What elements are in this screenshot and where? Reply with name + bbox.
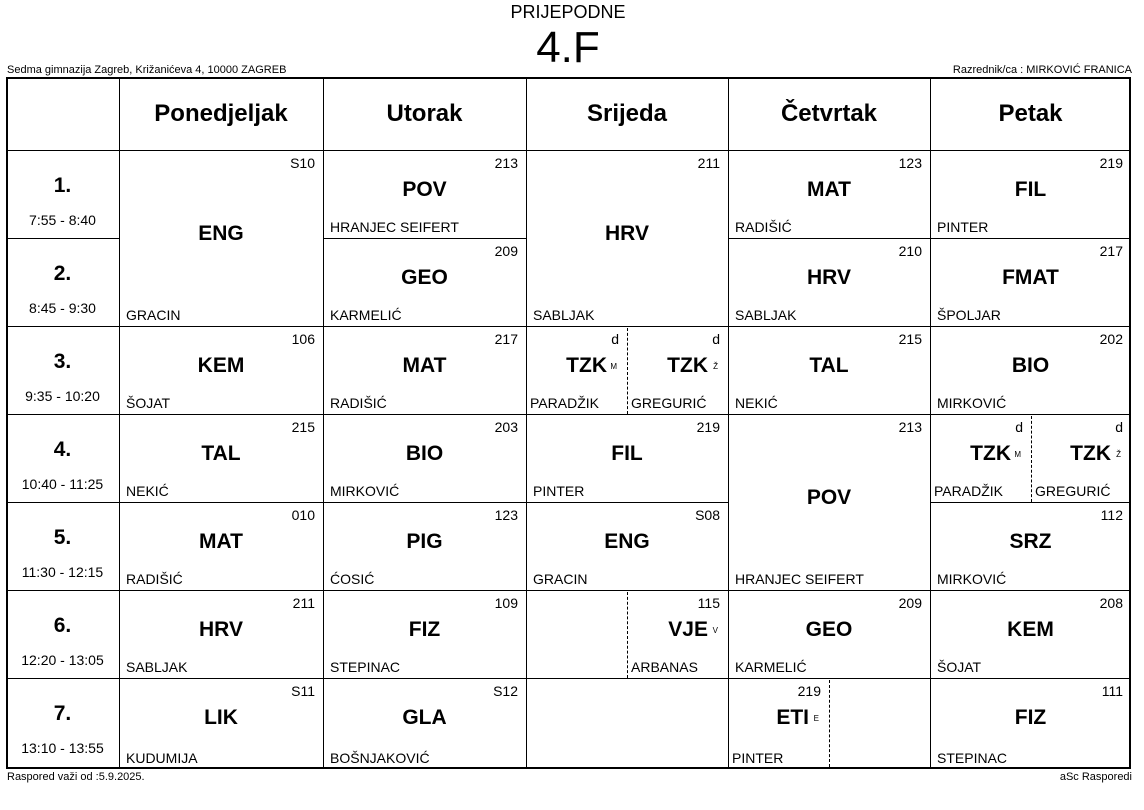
- day-header: Ponedjeljak: [154, 99, 288, 127]
- period-number: 3.: [53, 350, 72, 373]
- lesson-cell[interactable]: [728, 590, 930, 678]
- teacher-name: PARADŽIK: [934, 483, 1003, 499]
- lesson-cell[interactable]: [323, 414, 526, 502]
- room-number: 112: [1100, 507, 1123, 523]
- subject-label: FIL: [611, 442, 643, 465]
- lesson-cell[interactable]: [119, 502, 323, 590]
- grid-line: [728, 326, 930, 327]
- teacher-name: MIRKOVIĆ: [330, 483, 400, 499]
- room-number: d: [712, 331, 720, 347]
- grid-line: [119, 678, 323, 679]
- grid-line: [119, 502, 323, 503]
- room-number: 111: [1101, 683, 1123, 699]
- lesson-cell[interactable]: [526, 414, 728, 502]
- lesson-cell[interactable]: [119, 590, 323, 678]
- grid-line: [526, 414, 728, 415]
- teacher-name: KARMELIĆ: [330, 307, 402, 323]
- teacher-name: SABLJAK: [533, 307, 595, 323]
- grid-line: [6, 77, 1131, 79]
- grid-line: [6, 678, 119, 679]
- grid-line: [119, 77, 120, 769]
- subject-label: GEO: [805, 618, 853, 641]
- grid-line: [6, 77, 8, 769]
- day-header: Srijeda: [586, 99, 668, 127]
- lesson-cell[interactable]: [930, 590, 1131, 678]
- grid-line: [6, 326, 119, 327]
- room-number: 219: [1099, 155, 1123, 171]
- lesson-cell[interactable]: [930, 678, 1131, 769]
- group-marker: Ž: [713, 362, 718, 371]
- grid-line: [526, 77, 527, 769]
- subject-label: HRV: [605, 222, 649, 245]
- teacher-name: GRACIN: [126, 307, 181, 323]
- lesson-cell[interactable]: [323, 502, 526, 590]
- grid-line: [930, 238, 1131, 239]
- subject-label: ENG: [198, 222, 244, 245]
- subject-label: ENG: [604, 530, 650, 553]
- subject-label: TZK: [566, 354, 607, 377]
- grid-line: [526, 590, 728, 591]
- period-number: 1.: [53, 174, 72, 197]
- room-number: S08: [695, 507, 720, 523]
- room-number: 219: [696, 419, 720, 435]
- room-number: 213: [898, 419, 922, 435]
- teacher-name: ĆOSIĆ: [330, 571, 375, 587]
- room-number: 123: [494, 507, 518, 523]
- period-number: 2.: [53, 262, 72, 285]
- lesson-cell[interactable]: [119, 414, 323, 502]
- room-number: 203: [494, 419, 518, 435]
- subject-label: TZK: [667, 354, 708, 377]
- lesson-cell[interactable]: [323, 326, 526, 414]
- grid-line: [930, 326, 1131, 327]
- lesson-cell[interactable]: [728, 326, 930, 414]
- teacher-name: NEKIĆ: [735, 395, 778, 411]
- class-title: 4.F: [536, 23, 600, 72]
- subject-label: BIO: [1011, 354, 1050, 377]
- lesson-cell[interactable]: [728, 238, 930, 326]
- teacher-name: ŠOJAT: [937, 659, 982, 675]
- teacher-name: SABLJAK: [126, 659, 188, 675]
- room-number: 208: [1099, 595, 1123, 611]
- teacher-name: GREGURIĆ: [631, 395, 707, 411]
- grid-line: [728, 678, 930, 679]
- lesson-cell[interactable]: [119, 150, 323, 326]
- teacher-name: STEPINAC: [937, 750, 1008, 766]
- grid-line: [6, 590, 119, 591]
- teacher-name: RADIŠIĆ: [735, 219, 792, 235]
- lesson-cell[interactable]: [930, 326, 1131, 414]
- lesson-cell[interactable]: [930, 414, 1031, 502]
- lesson-cell[interactable]: [323, 590, 526, 678]
- grid-line: [728, 238, 930, 239]
- subject-label: TZK: [970, 442, 1011, 465]
- day-header: Utorak: [386, 99, 463, 127]
- subject-label: ETI: [776, 706, 809, 729]
- lesson-cell[interactable]: [1031, 414, 1131, 502]
- lesson-cell[interactable]: [930, 502, 1131, 590]
- group-marker: M: [610, 362, 617, 371]
- shift-label: PRIJEPODNE: [510, 2, 626, 22]
- grid-line: [323, 502, 526, 503]
- subject-label: MAT: [402, 354, 447, 377]
- grid-line: [323, 678, 526, 679]
- subject-label: MAT: [199, 530, 243, 553]
- split-divider: [829, 680, 830, 767]
- room-number: 115: [697, 595, 720, 611]
- room-number: 209: [898, 595, 922, 611]
- grid-line: [728, 77, 729, 769]
- lesson-cell[interactable]: [526, 326, 627, 414]
- period-time: 7:55 - 8:40: [29, 212, 96, 228]
- lesson-cell[interactable]: [930, 150, 1131, 238]
- room-number: 202: [1099, 331, 1123, 347]
- subject-label: TAL: [201, 442, 241, 465]
- room-number: 010: [291, 507, 315, 523]
- room-number: 109: [494, 595, 518, 611]
- lesson-cell[interactable]: [526, 150, 728, 326]
- subject-label: FIZ: [408, 618, 441, 641]
- room-number: 106: [291, 331, 315, 347]
- day-header: Petak: [998, 99, 1063, 127]
- teacher-name: HRANJEC SEIFERT: [735, 571, 864, 587]
- group-marker: M: [1014, 450, 1021, 459]
- subject-label: GEO: [401, 266, 448, 289]
- group-marker: Ž: [1116, 450, 1121, 459]
- grid-line: [119, 414, 323, 415]
- grid-line: [1129, 77, 1131, 769]
- room-number: 219: [797, 683, 821, 699]
- room-number: 210: [898, 243, 922, 259]
- period-time: 11:30 - 12:15: [21, 564, 104, 580]
- subject-label: POV: [806, 486, 852, 509]
- room-number: 215: [898, 331, 922, 347]
- grid-line: [526, 502, 728, 503]
- grid-line: [930, 678, 1131, 679]
- grid-line: [6, 414, 119, 415]
- room-number: 211: [697, 155, 720, 171]
- lesson-cell[interactable]: [627, 590, 728, 678]
- subject-label: PIG: [406, 530, 443, 553]
- lesson-cell[interactable]: [728, 150, 930, 238]
- grid-line: [323, 326, 526, 327]
- room-number: 209: [494, 243, 518, 259]
- room-number: S10: [290, 155, 315, 171]
- grid-line: [119, 326, 323, 327]
- period-time: 13:10 - 13:55: [21, 740, 104, 756]
- grid-line: [930, 414, 1131, 415]
- subject-label: HRV: [807, 266, 851, 289]
- period-time: 12:20 - 13:05: [21, 652, 104, 668]
- room-number: 213: [494, 155, 518, 171]
- teacher-name: PINTER: [937, 219, 989, 235]
- lesson-cell[interactable]: [728, 678, 829, 769]
- split-divider: [627, 328, 628, 414]
- timetable-grid: [6, 77, 1131, 769]
- subject-label: TZK: [1070, 442, 1111, 465]
- teacher-name: RADIŠIĆ: [126, 571, 183, 587]
- period-number: 4.: [53, 438, 72, 461]
- subject-label: KEM: [197, 354, 245, 377]
- split-divider: [1031, 416, 1032, 502]
- teacher-name: KUDUMIJA: [126, 750, 198, 766]
- subject-label: FMAT: [1002, 266, 1059, 289]
- room-number: S12: [493, 683, 518, 699]
- teacher-name: KARMELIĆ: [735, 659, 807, 675]
- grid-line: [119, 590, 323, 591]
- homeroom-teacher: Razrednik/ca : MIRKOVIĆ FRANICA: [952, 64, 1132, 76]
- subject-label: POV: [402, 178, 447, 201]
- room-number: d: [1115, 419, 1123, 435]
- grid-line: [323, 590, 526, 591]
- subject-label: MAT: [807, 178, 851, 201]
- room-number: 217: [1099, 243, 1123, 259]
- teacher-name: ARBANAS: [631, 659, 698, 675]
- teacher-name: ŠPOLJAR: [937, 307, 1001, 323]
- lesson-cell[interactable]: [526, 502, 728, 590]
- subject-label: FIL: [1014, 178, 1047, 201]
- grid-line: [728, 414, 930, 415]
- grid-line: [930, 502, 1131, 503]
- teacher-name: GREGURIĆ: [1035, 483, 1111, 499]
- subject-label: FIZ: [1014, 706, 1047, 729]
- period-time: 10:40 - 11:25: [21, 476, 104, 492]
- lesson-cell[interactable]: [728, 414, 930, 590]
- teacher-name: MIRKOVIĆ: [937, 571, 1007, 587]
- subject-label: VJE: [668, 618, 708, 641]
- room-number: 215: [291, 419, 315, 435]
- lesson-cell[interactable]: [323, 150, 526, 238]
- teacher-name: SABLJAK: [735, 307, 797, 323]
- room-number: d: [1015, 419, 1023, 435]
- grid-line: [323, 238, 526, 239]
- grid-line: [323, 414, 526, 415]
- subject-label: BIO: [405, 442, 444, 465]
- school-address: Sedma gimnazija Zagreb, Križanićeva 4, 10000 ZAGREB: [7, 64, 287, 76]
- teacher-name: RADIŠIĆ: [330, 395, 387, 411]
- teacher-name: GRACIN: [533, 571, 588, 587]
- lesson-cell[interactable]: [930, 238, 1131, 326]
- period-number: 6.: [53, 614, 72, 637]
- teacher-name: PINTER: [533, 483, 585, 499]
- teacher-name: MIRKOVIĆ: [937, 395, 1007, 411]
- room-number: 123: [898, 155, 922, 171]
- grid-line: [526, 678, 728, 679]
- period-time: 9:35 - 10:20: [25, 388, 100, 404]
- group-marker: E: [813, 714, 819, 723]
- grid-line: [930, 590, 1131, 591]
- subject-label: HRV: [199, 618, 243, 641]
- subject-label: GLA: [402, 706, 447, 729]
- grid-line: [6, 150, 1131, 151]
- split-divider: [627, 592, 628, 678]
- grid-line: [6, 238, 119, 239]
- subject-label: LIK: [204, 706, 238, 729]
- grid-line: [930, 77, 931, 769]
- lesson-cell[interactable]: [627, 326, 728, 414]
- room-number: S11: [291, 683, 315, 699]
- lesson-cell[interactable]: [323, 238, 526, 326]
- room-number: 211: [292, 595, 315, 611]
- period-number: 5.: [53, 526, 72, 549]
- grid-line: [728, 590, 930, 591]
- teacher-name: ŠOJAT: [126, 395, 171, 411]
- brand-label: aSc Rasporedi: [1059, 771, 1132, 783]
- teacher-name: BOŠNJAKOVIĆ: [330, 750, 430, 766]
- lesson-cell[interactable]: [119, 326, 323, 414]
- subject-label: TAL: [809, 354, 849, 377]
- period-time: 8:45 - 9:30: [29, 300, 96, 316]
- subject-label: SRZ: [1009, 530, 1052, 553]
- grid-line: [6, 767, 1131, 769]
- lesson-cell[interactable]: [323, 678, 526, 769]
- teacher-name: HRANJEC SEIFERT: [330, 219, 459, 235]
- valid-from-note: Raspored važi od :5.9.2025.: [7, 771, 145, 783]
- teacher-name: STEPINAC: [330, 659, 401, 675]
- subject-label: KEM: [1007, 618, 1054, 641]
- room-number: d: [611, 331, 619, 347]
- teacher-name: PARADŽIK: [530, 395, 599, 411]
- grid-line: [323, 77, 324, 769]
- group-marker: V: [712, 626, 718, 635]
- period-number: 7.: [53, 702, 72, 725]
- room-number: 217: [494, 331, 518, 347]
- grid-line: [6, 502, 119, 503]
- grid-line: [526, 326, 728, 327]
- day-header: Četvrtak: [780, 99, 878, 127]
- teacher-name: NEKIĆ: [126, 483, 169, 499]
- teacher-name: PINTER: [732, 750, 784, 766]
- lesson-cell[interactable]: [119, 678, 323, 769]
